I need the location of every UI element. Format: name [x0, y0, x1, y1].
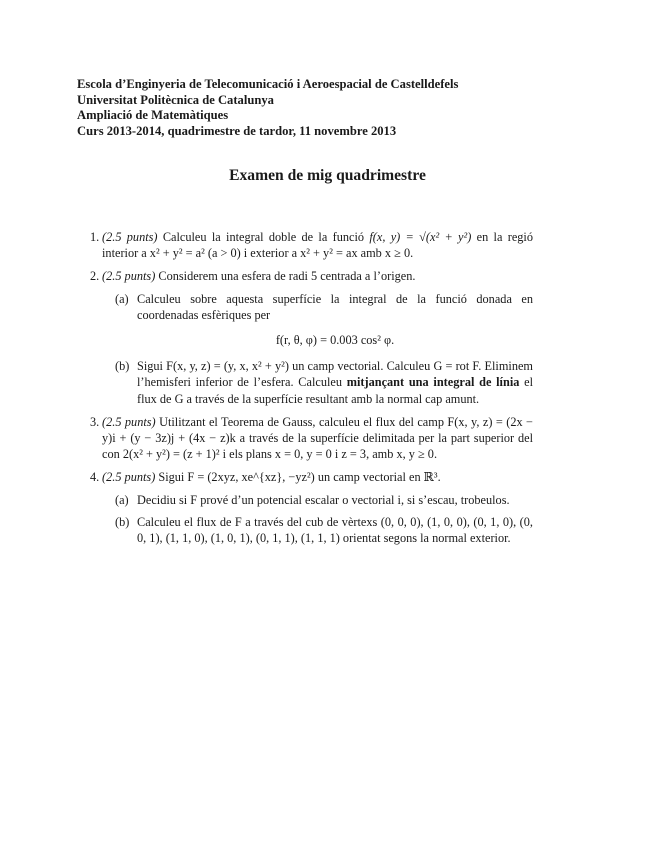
part-emphasis: mitjançant una integral de línia: [346, 375, 520, 390]
university-name: Universitat Politècnica de Catalunya: [77, 92, 274, 107]
course-name: Ampliació de Matemàtiques: [77, 108, 229, 123]
part-text-cont: el flux de G a través de la superfície resultant amb la normal cap amunt.: [137, 375, 533, 406]
school-name: Escola d’Enginyeria de Telecomunicació i Aeroespacial de Castelldefels: [77, 77, 459, 91]
part-text: Decidiu si F prové d’un potencial escalar o vectorial i, si s’escau, trobeulos.: [137, 492, 510, 507]
problem-2b: [102, 358, 533, 407]
part-text: Calculeu el flux de F a través del cub de vèrtexs (0, 0, 0), (1, 0, 0), (0, 1, 0), (0, 0, 1), (1, 1, 0), (1, 0, 1), (0, 1, 1), (1, 1, 1) orientat segons la normal exterior.: [137, 514, 533, 546]
part-label: (b): [115, 514, 130, 529]
part-text: Sigui F(x, y, z) = (y, x, x² + y²) un camp vectorial. Calculeu G = rot F. Eliminem l’hemisferi inferior de l’esfera. Calculeu: [137, 359, 533, 390]
part-label: (a): [115, 492, 129, 507]
problem-text: Considerem una esfera de radi 5 centrada a l’origen.: [158, 269, 416, 284]
problem-text: Utilitzant el Teorema de Gauss, calculeu el flux del camp F(x, y, z) = (2x − y)i + (y − 3z)j + (4x − z)k a través de la superfície delimitada per la part superior del con 2(x² + y²) = (z + 1)² i els plans x = 0, y = 0 i z = 3, amb x, y ≥ 0.: [102, 414, 533, 462]
problem-3: [77, 414, 533, 463]
problem-points: (2.5 punts): [102, 414, 156, 429]
part-text: Calculeu sobre aquesta superfície la integral de la funció donada en coordenadas esfèriques per: [137, 291, 533, 322]
term-date: Curs 2013-2014, quadrimestre de tardor, 11 novembre 2013: [77, 123, 397, 138]
problem-list: [77, 229, 533, 553]
exam-title: Examen de mig quadrimestre: [229, 167, 426, 184]
problem-number: 4.: [90, 470, 100, 485]
problem-2: [77, 268, 533, 406]
problem-text: Sigui F = (2xyz, xe^{xz}, −yz²) un camp vectorial en ℝ³.: [158, 470, 441, 485]
problem-text: Calculeu la integral doble de la funció: [162, 230, 365, 244]
problem-2a: [102, 291, 533, 349]
problem-number: 3.: [90, 414, 100, 429]
problem-number: 2.: [90, 269, 100, 284]
problem-points: (2.5 punts): [102, 269, 156, 284]
problem-4: [77, 469, 533, 546]
display-equation: f(r, θ, φ) = 0.003 cos² φ.: [275, 333, 395, 348]
exam-header: [77, 77, 557, 139]
problem-points: (2.5 punts): [102, 230, 158, 244]
part-label: (a): [115, 291, 129, 306]
problem-1: [77, 229, 533, 261]
problem-points: (2.5 punts): [102, 470, 156, 485]
problem-4a: [102, 492, 533, 508]
problem-text-cont: en la regió interior a x² + y² = a² (a > 0) i exterior a x² + y² = ax amb x ≥ 0.: [102, 230, 533, 261]
problem-4b: [102, 514, 533, 546]
problem-function: f(x, y) = √(x² + y²): [369, 230, 472, 244]
problem-number: 1.: [90, 230, 100, 244]
part-label: (b): [115, 359, 130, 374]
